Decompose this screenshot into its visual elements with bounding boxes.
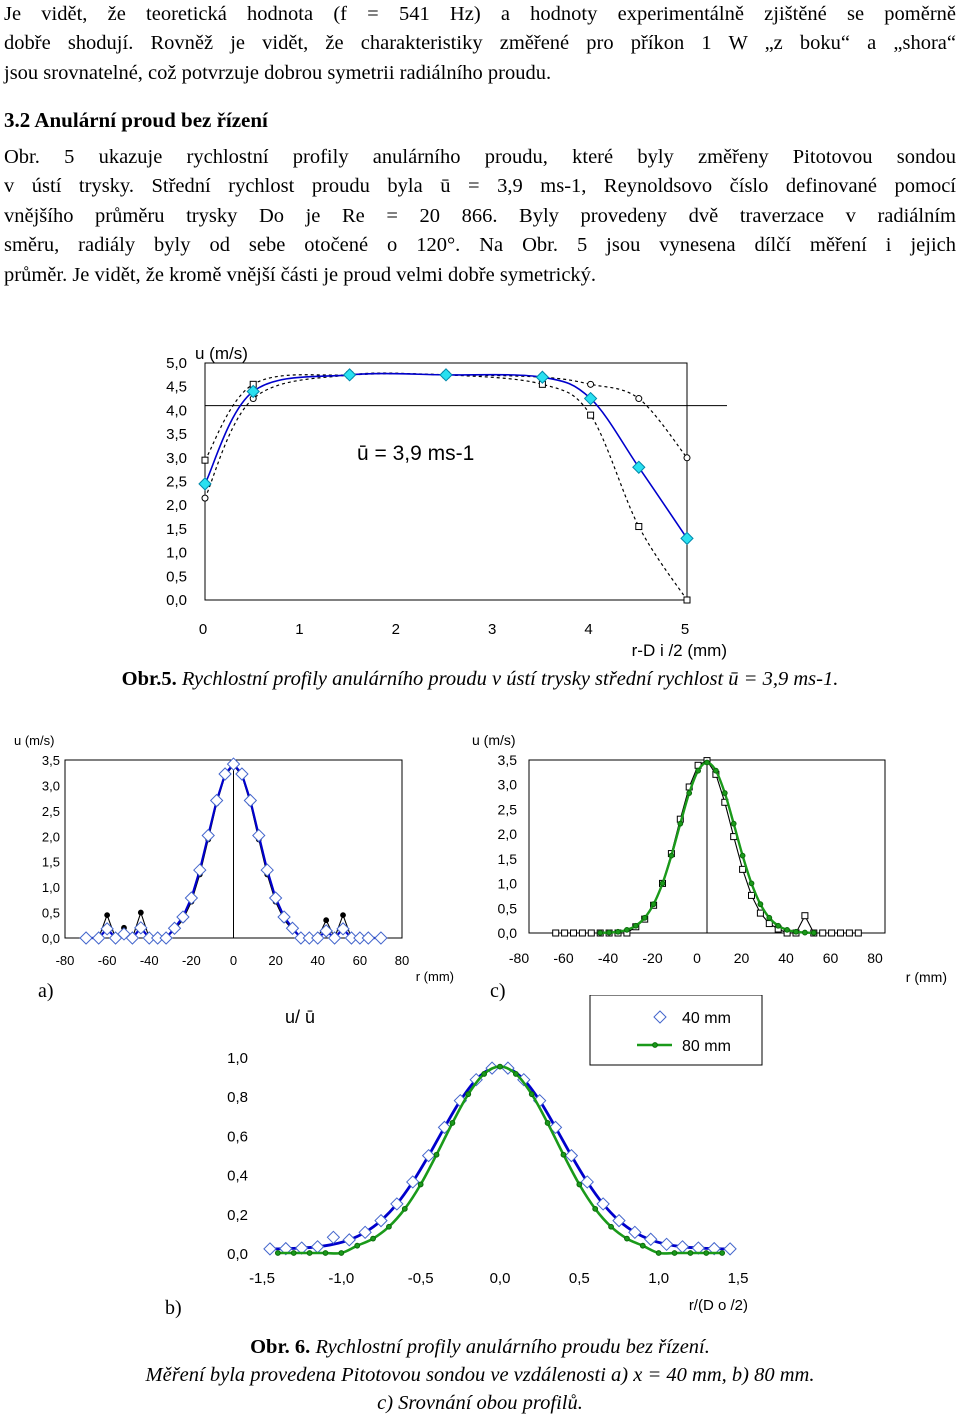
profile-point-blue [264,1243,276,1255]
y-tick-label: 1,0 [227,1049,248,1067]
profile-point-black [324,918,329,923]
x-tick-label: 4 [584,621,593,638]
traverse-1-point [588,381,594,387]
profile-point-blue [362,932,374,944]
x-tick-label: 40 [310,953,325,968]
mean-velocity-annotation: ū = 3,9 ms-1 [357,442,475,465]
profile-point-black [740,866,746,872]
profile-point-blue [253,830,265,842]
profile-point-blue [645,1233,657,1245]
y-tick-label: 2,5 [497,801,517,818]
figure-6b-chart [200,995,780,1320]
profile-point-green [466,1092,471,1097]
y-tick-label: 0,0 [166,592,187,609]
y-tick-label: 2,0 [41,829,60,845]
y-tick-label: 2,0 [166,497,187,515]
figure-6a-chart [0,725,470,1015]
profile-point-black [105,913,110,918]
profile-point-green [731,821,736,826]
x-tick-label: 0 [198,621,208,638]
x-tick-label: -0,5 [407,1270,434,1287]
x-tick-label: -60 [97,953,117,968]
profile-point-blue [194,864,206,876]
profile-point-green [687,791,692,796]
traverse-2-point [684,597,690,603]
profile-point-green [625,927,630,932]
profile-point-black [846,930,852,936]
profile-point-black [579,930,585,936]
profile-point-green [811,930,816,935]
y-tick-label: 1,0 [41,880,60,896]
y-tick-label: 2,5 [41,803,60,819]
profile-point-green [418,1182,423,1187]
y-tick-label: 0,6 [227,1128,248,1146]
x-tick-label: -40 [139,953,159,968]
profile-point-green [749,881,754,886]
profile-point-green [371,1236,376,1241]
profile-point-green [598,930,603,935]
y-tick-label: 1,5 [497,850,517,867]
average-point [633,461,645,473]
average-point [681,532,693,544]
y-tick-label: 0,5 [166,568,187,586]
body-paragraph [4,143,956,290]
profile-point-black [757,910,763,916]
y-tick-label: 3,5 [41,753,60,768]
profile-point-green [529,1092,534,1097]
figure-6-caption-line3: c) Srovnání obou profilů. [377,1392,583,1414]
intro-paragraph [4,0,956,88]
x-tick-label: -20 [181,953,201,968]
traverse-2-point [636,524,642,530]
profile-point-green [803,930,808,935]
profile-point-black [829,930,835,936]
legend-marker-80mm [653,1043,658,1048]
y-tick-label: 3,0 [497,776,517,793]
x-tick-label: -80 [508,950,530,966]
traverse-1-point [636,396,642,402]
x-tick-label: 20 [268,953,283,968]
profile-point-green [704,1251,709,1256]
profile-point-blue [327,1231,339,1243]
profile-point-green [714,768,719,773]
body-line: vnějšího průměru trysky Do je Re = 20 866. Byly provedeny dvě traverzace v radiálním [4,204,956,227]
y-axis-label: u (m/s) [14,733,55,748]
x-tick-label: 80 [867,950,883,966]
profile-point-green [678,821,683,826]
figure-6-caption-line2: Měření byla provedena Pitotovou sondou ve vzdálenosti a) x = 40 mm, b) 80 mm. [145,1364,815,1386]
x-tick-label: -60 [553,950,574,966]
profile-point-green [642,915,647,920]
profile-point-green [339,1251,344,1256]
profile-point-green [482,1072,487,1077]
profile-point-green [705,760,710,765]
average-point [440,369,452,381]
average-point [536,371,548,383]
body-line: průměr. Je vidět, že kromě vnější části je proud velmi dobře symetrický. [4,263,597,286]
traverse-2-point [588,412,594,418]
profile-point-blue [185,892,197,904]
profile-point-green [307,1251,312,1256]
profile-point-green [688,1251,693,1256]
profile-point-black [820,930,826,936]
profile-point-green [609,1224,614,1229]
y-tick-label: 0,8 [227,1089,248,1107]
profile-point-green [402,1206,407,1211]
figure-5-caption-label: Obr.5. [121,668,177,690]
traverse-1-line [205,373,687,498]
profile-point-blue [676,1241,688,1253]
legend-label-80mm: 80 mm [682,1038,731,1055]
profile-point-green [275,1251,280,1256]
x-tick-label: 1,5 [727,1270,749,1287]
y-tick-label: 0,0 [497,925,517,941]
y-tick-label: 0,5 [41,905,60,921]
profile-point-black [838,930,844,936]
intro-line: Je vidět, že teoretická hodnota (f = 541 Hz) a hodnoty experimentálně zjištěné se poměrně [4,3,956,25]
x-axis-label: r/(D o /2) [688,1297,748,1314]
y-tick-label: 0,0 [41,931,60,946]
x-tick-label: 0 [693,950,701,966]
profile-point-green [640,1243,645,1248]
y-tick-label: 0,2 [227,1206,248,1224]
y-tick-label: 2,0 [497,826,517,843]
x-tick-label: 1 [295,621,304,638]
y-tick-label: 5,0 [166,355,187,372]
profile-point-green [513,1072,518,1077]
profile-point-green [785,927,790,932]
profile-point-black [553,930,559,936]
legend-box [590,995,762,1065]
panel-a-label: a) [38,980,54,1002]
x-tick-label: 2 [391,621,400,638]
x-tick-label: 20 [733,950,750,966]
y-axis-label: u/ ū [285,1007,316,1027]
profile-point-green [498,1064,503,1069]
traverse-1-point [684,455,690,461]
y-tick-label: 0,0 [227,1246,248,1263]
profile-point-green [323,1251,328,1256]
figure-6-caption-line1: Rychlostní profily anulárního proudu bez řízení. [315,1336,710,1358]
profile-point-black [571,930,577,936]
x-tick-label: 0 [229,953,238,968]
y-tick-label: 1,5 [41,854,60,870]
profile-point-green [660,881,665,886]
x-axis-label: r (mm) [415,969,454,984]
figure-5-caption-text: Rychlostní profily anulárního proudu v ústí trysky střední rychlost ū = 3,9 ms-1. [181,668,839,690]
legend-label-40mm: 40 mm [682,1010,731,1027]
x-tick-label: -80 [55,953,75,968]
y-tick-label: 1,0 [166,544,187,562]
y-tick-label: 4,0 [166,402,187,420]
profile-point-green [651,902,656,907]
x-tick-label: -40 [597,950,619,966]
y-tick-label: 2,5 [166,473,187,491]
y-axis-label: u (m/s) [195,344,248,363]
figure-6-caption-label: Obr. 6. [250,1336,311,1358]
profile-point-green [722,791,727,796]
average-point [199,478,211,490]
x-tick-label: 0,0 [489,1270,511,1287]
profile-point-blue [312,1241,324,1253]
x-axis-label: r (mm) [905,969,947,985]
y-tick-label: 3,5 [497,752,517,768]
panel-b-label: b) [165,1297,182,1319]
body-line: v ústí trysky. Střední rychlost proudu byla ū = 3,9 ms-1, Reynoldsovo číslo definované pomocí [4,175,956,198]
x-tick-label: 3 [488,621,497,638]
panel-c-label: c) [490,980,506,1002]
profile-point-green [607,930,612,935]
profile-point-green [355,1243,360,1248]
profile-point-green [720,1251,725,1256]
y-tick-label: 0,5 [497,900,517,917]
profile-point-green [740,853,745,858]
profile-point-green [434,1152,439,1157]
section-heading: 3.2 Anulární proud bez řízení [4,108,268,132]
x-tick-label: 1,0 [648,1270,670,1287]
body-line: Obr. 5 ukazuje rychlostní profily anulárního proudu, které byly změřeny Pitotovou sondou [4,146,956,168]
profile-point-blue [724,1243,736,1255]
profile-point-blue [80,932,92,944]
profile-line-green [278,1067,722,1254]
profile-point-blue [202,830,214,842]
y-axis-label: u (m/s) [472,732,516,748]
profile-point-green [776,923,781,928]
profile-point-black [855,930,861,936]
y-tick-label: 1,0 [497,875,517,892]
x-tick-label: 0,5 [568,1270,590,1287]
profile-point-green [616,929,621,934]
traverse-1-point [202,495,208,501]
intro-line: dobře shodují. Rovněž je vidět, že charakteristiky změřené pro příkon 1 W „z boku“ a „shora“ [4,32,956,55]
y-tick-label: 1,5 [166,520,187,538]
profile-point-green [656,1251,661,1256]
profile-point-blue [343,1234,355,1246]
profile-point-green [794,929,799,934]
profile-point-black [749,892,755,898]
average-point [344,369,356,381]
x-tick-label: -20 [642,950,663,966]
y-tick-label: 0,4 [227,1167,248,1185]
y-tick-label: 3,0 [41,778,60,794]
traverse-2-line [205,374,687,600]
profile-point-black [562,930,568,936]
body-line: směru, radiály byly od sebe otočené o 120°. Na Obr. 5 jsou vynesena dílčí měření i jejich [4,234,956,257]
figure-5-caption [0,665,960,693]
profile-point-blue [211,795,223,807]
profile-point-black [802,913,808,919]
profile-point-green [577,1182,582,1187]
profile-point-green [545,1121,550,1126]
profile-point-green [767,915,772,920]
traverse-2-point [202,457,208,463]
profile-point-blue [270,892,282,904]
profile-line-blue [270,1067,730,1249]
profile-point-green [672,1251,677,1256]
profile-point-green [633,923,638,928]
profile-point-blue [661,1238,673,1250]
x-tick-label: 60 [822,950,839,966]
profile-point-blue [244,795,256,807]
profile-point-green [450,1121,455,1126]
plot-frame [205,363,687,600]
x-tick-label: 80 [394,953,410,968]
profile-point-green [387,1224,392,1229]
profile-point-black [588,930,594,936]
figure-5-chart [120,330,760,665]
profile-point-green [593,1206,598,1211]
figure-6c-chart [462,725,960,1015]
figure-6-caption [0,1333,960,1417]
x-tick-label: -1,0 [328,1270,355,1287]
y-tick-label: 3,0 [166,449,187,467]
x-tick-label: 40 [778,950,794,966]
profile-point-blue [261,864,273,876]
x-tick-label: -1,5 [249,1270,275,1287]
x-tick-label: 5 [680,621,690,638]
y-tick-label: 4,5 [166,378,187,396]
profile-point-green [669,853,674,858]
profile-point-green [291,1251,296,1256]
profile-point-black [341,913,346,918]
profile-point-green [696,768,701,773]
x-axis-label: r-D i /2 (mm) [631,641,727,660]
profile-point-blue [375,932,387,944]
profile-point-green [625,1236,630,1241]
x-tick-label: 60 [352,953,368,968]
intro-line: jsou srovnatelné, což potvrzuje dobrou symetrii radiálního proudu. [4,61,552,84]
profile-point-green [561,1152,566,1157]
y-tick-label: 3,5 [166,426,187,444]
profile-point-green [758,902,763,907]
profile-point-black [138,910,143,915]
